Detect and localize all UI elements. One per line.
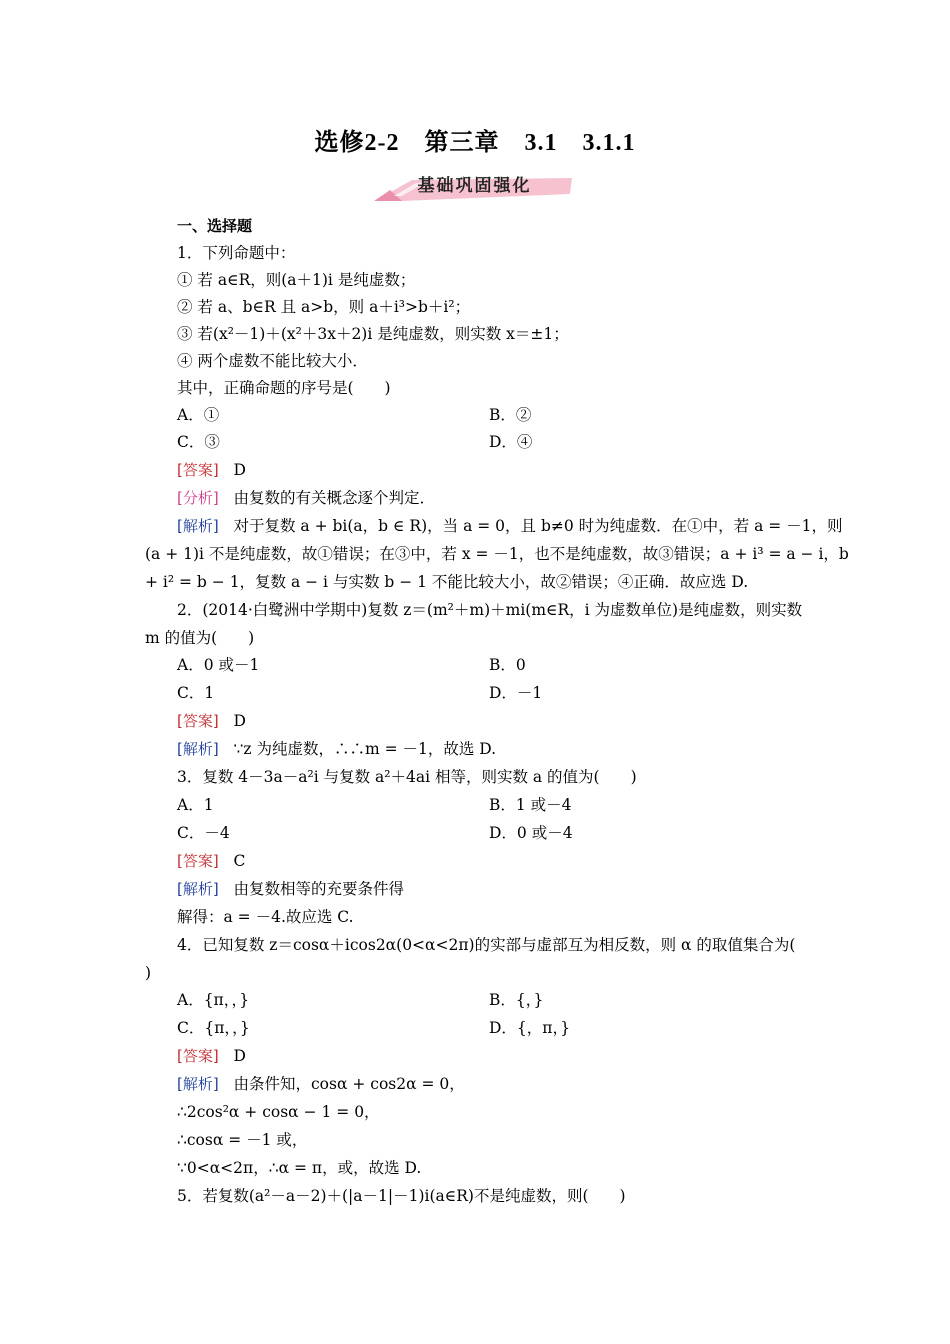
analysis-tag: [分析] — [177, 489, 219, 507]
page-title: 选修2-2 第三章 3.1 3.1.1 — [314, 130, 636, 156]
answer-tag: [答案] — [177, 1047, 219, 1065]
q4-jiexi — [177, 1074, 465, 1094]
q1-option-a: A．① — [177, 406, 220, 424]
q1-option-d: D．④ — [489, 433, 533, 451]
q2-option-a: A．0 或－1 — [177, 656, 260, 674]
q1-jiexi-line-3: + i² = b − 1，复数 a − i 与实数 b − 1 不能比较大小，故②错误；④正确．故应选 D. — [145, 573, 749, 591]
q3-jiexi — [177, 879, 404, 899]
jiexi-text: 对于复数 a + bi(a，b ∈ R)，当 a = 0，且 b≠0 时为纯虚数．在①中，若 a = －1，则 — [233, 517, 843, 535]
q4-option-a: A．{π，，} — [177, 991, 250, 1009]
q3-option-c: C．－4 — [177, 824, 230, 842]
answer-tag: [答案] — [177, 712, 219, 730]
q1-option-b: B．② — [489, 406, 532, 424]
q3-option-d: D．0 或－4 — [489, 824, 573, 842]
q1-proposition-1: ① 若 a∈R，则(a＋1)i 是纯虚数； — [177, 271, 416, 289]
q1-proposition-3: ③ 若(x²－1)＋(x²＋3x＋2)i 是纯虚数，则实数 x＝±1； — [177, 325, 569, 343]
q2-stem-line-1: 2．(2014·白鹭洲中学期中)复数 z＝(m²＋m)＋mi(m∈R，i 为虚数单位)是纯虚数，则实数 — [177, 601, 803, 619]
q2-jiexi — [177, 739, 496, 759]
jiexi-tag: [解析] — [177, 880, 219, 898]
jiexi-text: ∵z 为纯虚数，∴∴m = －1，故选 D. — [233, 740, 497, 758]
analysis-text: 由复数的有关概念逐个判定． — [233, 489, 436, 507]
jiexi-text: 由复数相等的充要条件得 — [233, 880, 405, 898]
q5-stem: 5．若复数(a²－a－2)＋(|a－1|－1)i(a∈R)不是纯虚数，则( ) — [177, 1187, 626, 1205]
q4-option-b: B．{，} — [489, 991, 544, 1009]
q3-stem: 3．复数 4－3a－a²i 与复数 a²＋4ai 相等，则实数 a 的值为( ) — [177, 768, 637, 786]
q2-stem-line-2: m 的值为( ) — [145, 629, 255, 647]
answer-value: D — [233, 461, 246, 479]
q1-jiexi-line-1 — [177, 516, 843, 536]
q4-step-3: ∴cosα = －1 或， — [177, 1131, 308, 1149]
q1-answer — [177, 460, 246, 480]
q1-ask: 其中，正确命题的序号是( ) — [177, 379, 391, 397]
q4-option-c: C．{π，，} — [177, 1019, 250, 1037]
q4-stem-line-2: ) — [145, 964, 152, 982]
answer-value: C — [233, 852, 246, 870]
q4-step-2: ∴2cos²α + cosα − 1 = 0， — [177, 1103, 380, 1121]
q1-analysis — [177, 488, 435, 508]
jiexi-tag: [解析] — [177, 517, 219, 535]
section-heading: 一、选择题 — [177, 217, 253, 235]
q4-stem-line-1: 4．已知复数 z＝cosα＋icos2α(0<α<2π)的实部与虚部互为相反数，则 α 的取值集合为( — [177, 936, 796, 954]
q2-option-c: C．1 — [177, 684, 215, 702]
q1-jiexi-line-2: (a + 1)i 不是纯虚数，故①错误；在③中，若 x = －1，也不是纯虚数，故③错误；a + i³ = a − i，b — [145, 545, 849, 563]
answer-value: D — [233, 1047, 246, 1065]
q3-option-b: B．1 或－4 — [489, 796, 572, 814]
q1-proposition-4: ④ 两个虚数不能比较大小． — [177, 352, 368, 370]
q2-answer — [177, 711, 246, 731]
answer-value: D — [233, 712, 246, 730]
section-banner — [372, 168, 577, 202]
answer-tag: [答案] — [177, 852, 219, 870]
q4-step-4: ∵0<α<2π，∴α = π，或，故选 D. — [177, 1159, 422, 1177]
q1-option-c: C．③ — [177, 433, 220, 451]
jiexi-tag: [解析] — [177, 1075, 219, 1093]
banner-label: 基础巩固强化 — [417, 176, 532, 196]
q1-proposition-2: ② 若 a、b∈R 且 a>b，则 a＋i³>b＋i²； — [177, 298, 471, 316]
q3-answer — [177, 851, 245, 871]
answer-tag: [答案] — [177, 461, 219, 479]
q3-option-a: A．1 — [177, 796, 214, 814]
q1-stem: 1．下列命题中： — [177, 244, 296, 262]
jiexi-tag: [解析] — [177, 740, 219, 758]
q4-answer — [177, 1046, 246, 1066]
jiexi-text: 由条件知，cosα + cos2α = 0， — [233, 1075, 465, 1093]
q2-option-d: D．－1 — [489, 684, 543, 702]
q4-option-d: D．{，π，} — [489, 1019, 571, 1037]
q2-option-b: B．0 — [489, 656, 526, 674]
q3-solve: 解得：a = －4.故应选 C. — [177, 908, 354, 926]
